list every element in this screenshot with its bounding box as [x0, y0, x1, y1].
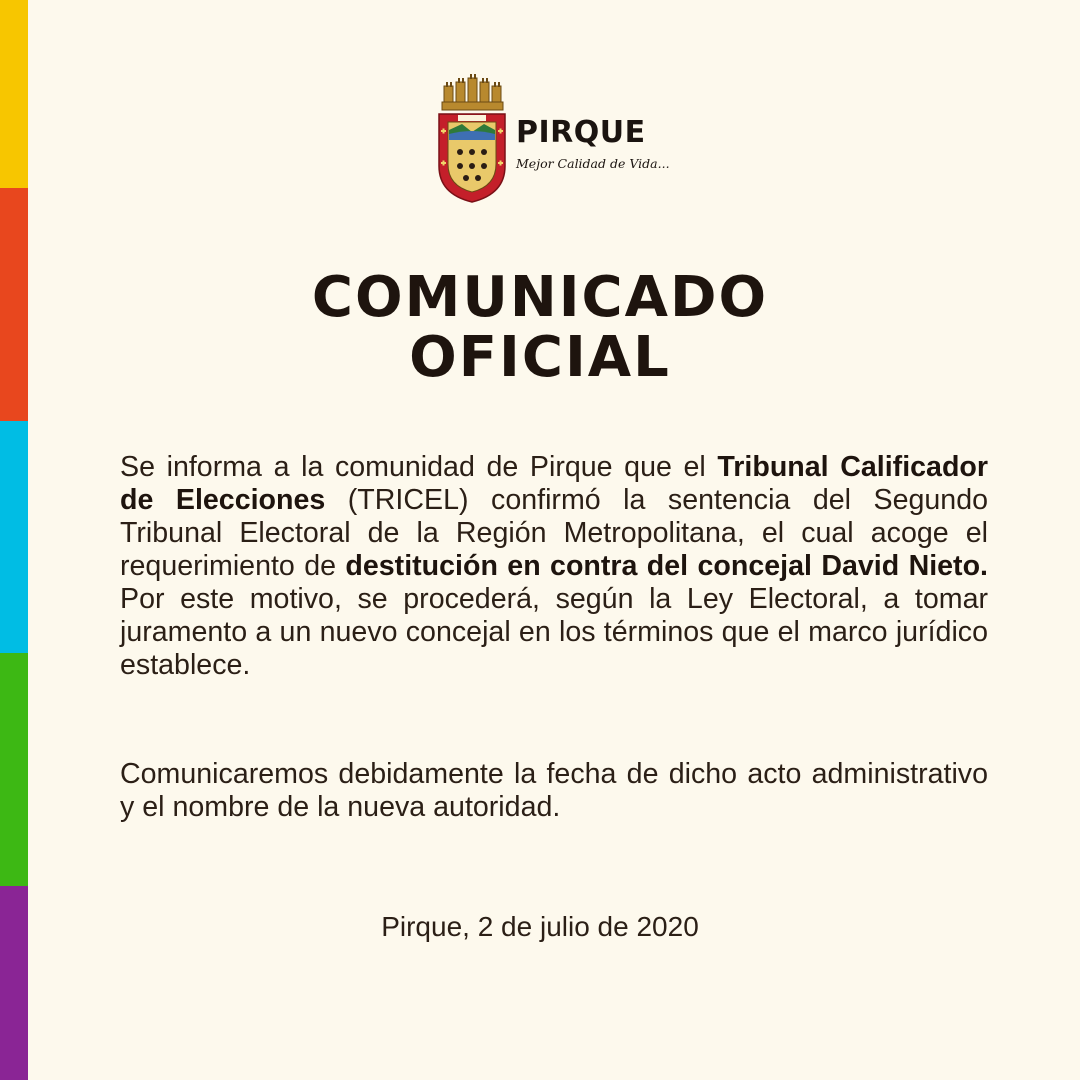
paragraph-text: Por este motivo, se procederá, según la Ley Electoral, a tomar juramento a un nuevo concejal en los términos que el marco jurídico establece.	[120, 583, 988, 681]
color-stripe-bar	[0, 0, 28, 1080]
stripe-blue	[0, 421, 28, 653]
bold-phrase: destitución en contra del concejal David Nieto.	[345, 550, 988, 582]
title-line-2: OFICIAL	[409, 325, 671, 390]
page-title	[140, 265, 940, 390]
stripe-red	[0, 188, 28, 421]
title-line-1: COMUNICADO	[311, 265, 769, 330]
bold-phrase: Tribunal Calificador de Elecciones	[120, 451, 989, 516]
stripe-green	[0, 653, 28, 886]
pirque-logo	[436, 74, 670, 204]
stripe-yellow	[0, 0, 28, 188]
logo-name: PIRQUE	[516, 115, 646, 150]
coat-of-arms-icon	[436, 74, 508, 204]
paragraph-text: Se informa a la comunidad de Pirque que el	[120, 451, 718, 483]
stripe-purple	[0, 886, 28, 1080]
date-line: Pirque, 2 de julio de 2020	[381, 911, 699, 942]
logo-tagline: Mejor Calidad de Vida...	[516, 156, 670, 171]
paragraph-text: (TRICEL) confirmó la sentencia del Segundo Tribunal Electoral de la Región Metropolitana, el cual acoge el requerimiento de	[120, 484, 988, 582]
announcement-paragraph	[120, 451, 988, 682]
follow-up-paragraph: Comunicaremos debidamente la fecha de dicho acto administrativo y el nombre de la nueva autoridad.	[120, 758, 988, 823]
